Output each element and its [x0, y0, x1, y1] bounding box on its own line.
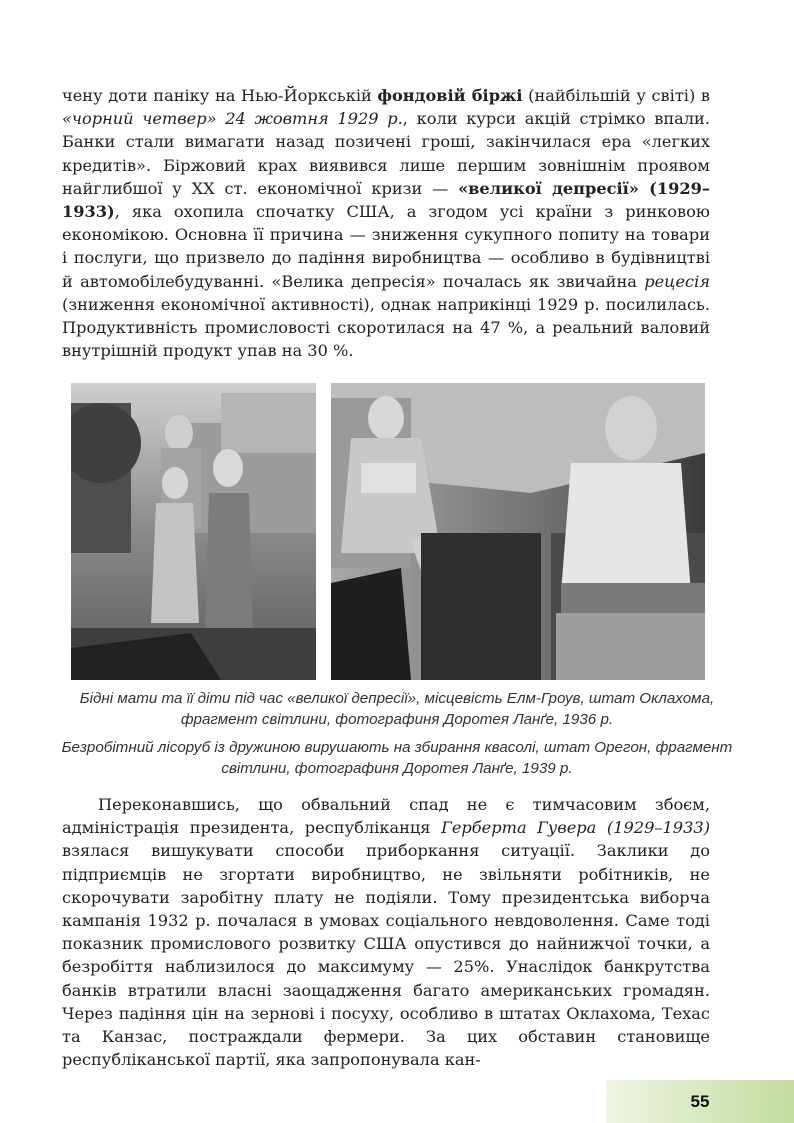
photo-lumberjack-and-wife-image: [331, 383, 705, 680]
body-paragraph-1: [62, 84, 710, 362]
date-black-thursday: «чорний четвер» 24 жовтня 1929 р.: [62, 109, 403, 129]
term-great-depression: «великої депресії» (1929–1933): [62, 178, 710, 222]
photo-mother-and-children-image: [71, 383, 316, 680]
text-run: взялася вишукувати способи приборкання ситуації. Заклики до підприємців не згортати виробництво, не звільняти робітників, не скорочувати заробітну плату не подіяли. Тому президентська виборча кампанія 1932 р. почалася в умовах соціального невдоволення. Саме тоді показник промислового розвитку США опустився до найнижчої точки, а безробіття наблизилося до максимуму — 25%. Унаслідок банкрутства банків втратили власні заощадження багато американських громадян. Через падіння цін на зернові і посуху, особливо в штатах Оклахома, Техас та Канзас, постраждали фермери. За цих обставин становище республіканської партії, яка запропонувала кан-: [62, 841, 710, 1070]
name-herbert-hoover: Герберта Гувера (1929–1933): [441, 818, 711, 838]
text-run: Переконавшись, що обвальний спад не є тимчасовим збоєм, адміністрація президента, республіканця: [62, 795, 710, 838]
text-run: (найбільшій у світі) в: [522, 86, 710, 105]
page-number: 55: [690, 1092, 710, 1111]
photo-lumberjack-and-wife: [331, 383, 705, 680]
text-run: (зниження економічної активності), однак наприкінці 1929 р. посилилась. Продуктивність промисловості скоротилася на 47 %, а реальний валовий внутрішній продукт упав на 30 %.: [62, 294, 710, 361]
term-recession: рецесія: [644, 271, 710, 291]
text-run: чену доти паніку на Нью-Йоркській: [62, 86, 378, 105]
photo-mother-and-children: [71, 383, 316, 680]
photo-caption-2: Безробітний лісоруб із дружиною вирушають на збирання квасолі, штат Орегон, фрагмент світлини, фотографиня Доротея Ланґе, 1939 р.: [61, 739, 733, 777]
text-run: , яка охопила спочатку США, а згодом усі країни з ринковою економікою. Основна її причина — зниження сукупного попиту на товари і послуги, що призвело до падіння виробництва — особливо в будівництві й автомобілебудуванні. «Велика депресія» почалась як звичайна: [62, 202, 710, 291]
term-stock-exchange: фондовій біржі: [377, 86, 523, 105]
photo-caption-1: Бідні мати та її діти під час «великої депресії», місцевість Елм-Гроув, штат Оклахома, фрагмент світлини, фотографиня Доротея Ланґе, 1936 р.: [79, 690, 715, 728]
body-paragraph-2: [62, 793, 710, 1071]
text-run: , коли курси акцій стрімко впали. Банки стали вимагати назад позичені гроші, закінчилася ера «легких кредитів». Біржовий крах виявився лише першим зовнішнім проявом найглибшої у XX ст. економічної кризи —: [62, 109, 710, 198]
